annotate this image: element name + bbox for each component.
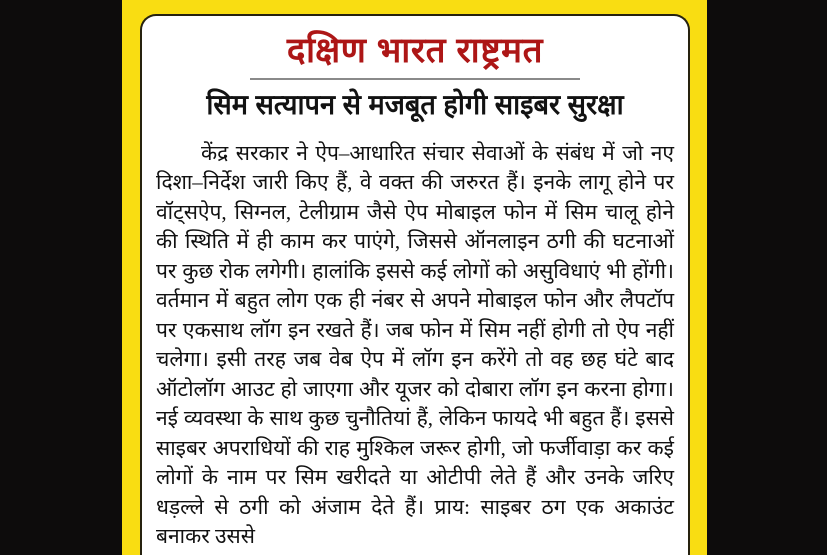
article-body-text: केंद्र सरकार ने ऐप–आधारित संचार सेवाओं के संबंध में जो नए दिशा–निर्देश जारी किए हैं, वे वक्त की जरुरत हैं। इनके लागू होने पर वॉट्सऐप, सिग्नल, टेलीग्राम जैसे ऐप मोबाइल फोन में सिम चालू होने की स्थिति में ही काम कर पाएंगे, जिससे ऑनलाइन ठगी की घटनाओं पर कुछ रोक लगेगी। हालांकि इससे कई लोगों को असुविधाएं भी होंगी। वर्तमान में बहुत लोग एक ही नंबर से अपने मोबाइल फोन और लैपटॉप पर एकसाथ लॉग इन रखते हैं। जब फोन में सिम नहीं होगी तो ऐप नहीं चलेगा। इसी तरह जब वेब ऐप में लॉग इन करेंगे तो वह छह घंटे बाद ऑटोलॉग आउट हो जाएगा और यूजर को दोबारा लॉग इन करना होगा। नई व्यवस्था के साथ कुछ चुनौतियां हैं, लेकिन फायदे भी बहुत हैं। इससे साइबर अपराधियों की राह मुश्किल जरूर होगी, जो फर्जीवाड़ा कर कई लोगों के नाम पर सिम खरीदते या ओटीपी लेते हैं और उनके जरिए धड़ल्ले से ठगी को अंजाम देते हैं। प्राय: साइबर ठग एक अकाउंट बनाकर उससे [156, 140, 674, 549]
newspaper-card [122, 0, 707, 555]
newspaper-page [140, 14, 690, 555]
newspaper-masthead-title: दक्षिण भारत राष्ट्रमत [286, 31, 544, 70]
article-headline: सिम सत्यापन से मजबूत होगी साइबर सुरक्षा [206, 89, 624, 120]
